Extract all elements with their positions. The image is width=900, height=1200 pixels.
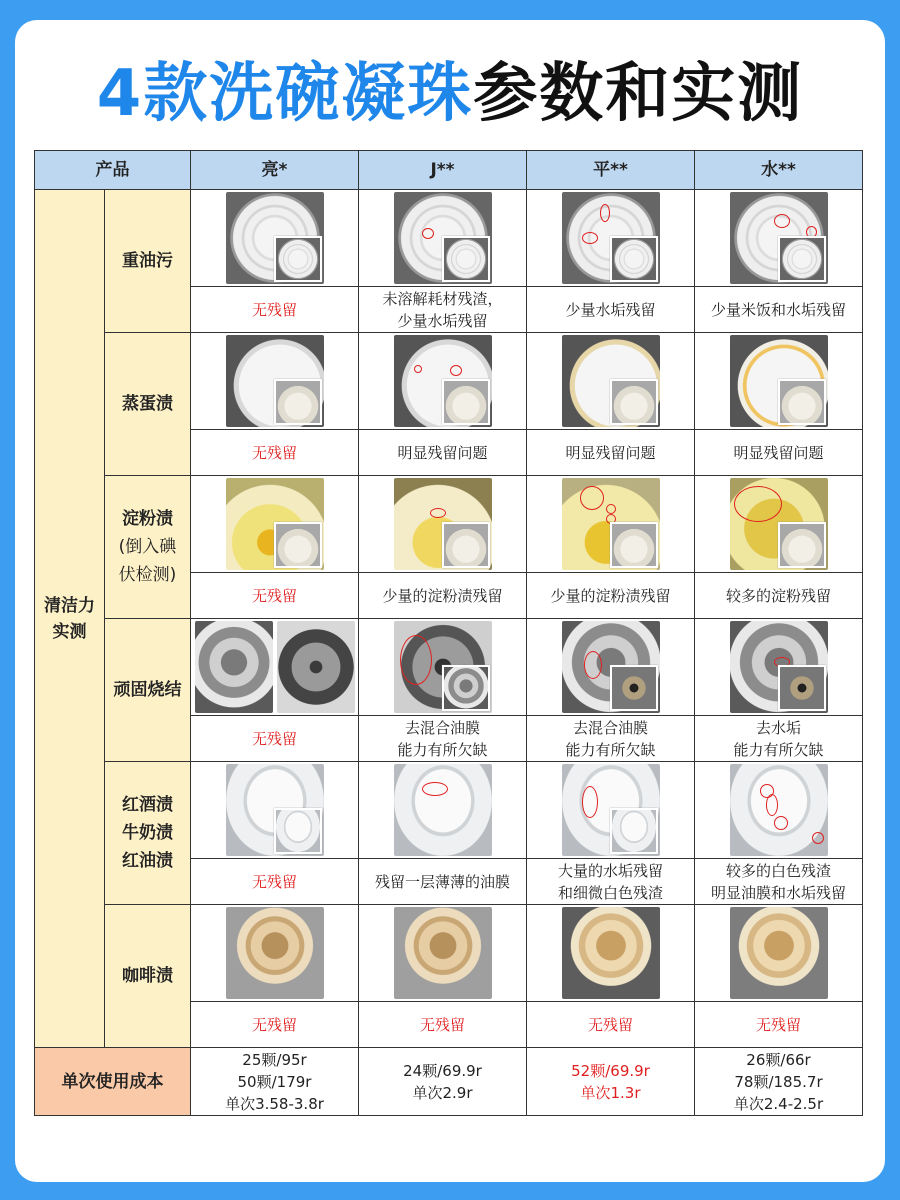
photo-cell xyxy=(359,762,527,859)
category-label-line: 实测 xyxy=(52,621,87,642)
photo-cell xyxy=(527,190,695,287)
test-name-line: 淀粉渍 xyxy=(122,509,173,529)
header-brand-3: 平** xyxy=(527,151,695,190)
photo-cell xyxy=(359,333,527,430)
cost-line: 24颗/69.9r xyxy=(403,1061,482,1080)
category-cell xyxy=(35,190,105,1048)
plate-photo xyxy=(226,335,324,427)
result-cell xyxy=(359,287,527,333)
glass-photo xyxy=(226,764,324,856)
plate-photo xyxy=(562,335,660,427)
plate-inset-photo xyxy=(274,236,322,282)
bowl-photo xyxy=(394,478,492,570)
result-cell: 无残留 xyxy=(527,1002,695,1048)
result-cell: 无残留 xyxy=(191,573,359,619)
plate-photo xyxy=(730,335,828,427)
plate-photo xyxy=(730,192,828,284)
photo-cell xyxy=(359,905,527,1002)
plate-photo xyxy=(226,192,324,284)
lid-photo xyxy=(277,621,355,713)
page-title xyxy=(15,42,885,134)
test-name-steamed-egg: 蒸蛋渍 xyxy=(105,333,191,476)
bowl-inset-photo xyxy=(274,379,322,425)
table-row xyxy=(35,619,863,716)
test-name-line: 牛奶渍 xyxy=(122,823,173,843)
result-line: 明显油膜和水垢残留 xyxy=(710,883,846,902)
result-cell: 无残留 xyxy=(191,430,359,476)
cost-cell xyxy=(695,1048,863,1116)
photo-cell xyxy=(527,619,695,716)
header-product: 产品 xyxy=(35,151,191,190)
table-row xyxy=(35,762,863,859)
test-name-line: 红油渍 xyxy=(122,851,173,871)
bowl-inset-photo xyxy=(442,379,490,425)
result-cell: 无残留 xyxy=(191,287,359,333)
header-row xyxy=(35,151,863,190)
result-line: 未溶解耗材残渣， xyxy=(382,289,503,308)
result-cell: 少量的淀粉渍残留 xyxy=(359,573,527,619)
pot-photo-pair xyxy=(191,621,358,713)
photo-cell xyxy=(359,190,527,287)
result-cell: 明显残留问题 xyxy=(527,430,695,476)
bowl-inset-photo xyxy=(778,379,826,425)
plate-photo xyxy=(394,335,492,427)
glass-photo xyxy=(730,764,828,856)
glass-photo xyxy=(562,764,660,856)
test-name-line: 红酒渍 xyxy=(122,795,173,815)
photo-cell xyxy=(191,619,359,716)
bowl-photo xyxy=(562,478,660,570)
glass-photo xyxy=(394,764,492,856)
test-name-starch xyxy=(105,476,191,619)
bowl-photo xyxy=(226,478,324,570)
result-line: 和细微白色残渣 xyxy=(557,883,663,902)
result-cell: 少量米饭和水垢残留 xyxy=(695,287,863,333)
pot-photo xyxy=(730,621,828,713)
bowl-inset-photo xyxy=(778,522,826,568)
lid-inset-photo xyxy=(778,665,826,711)
glass-inset-photo xyxy=(610,808,658,854)
category-label-line: 清洁力 xyxy=(44,595,95,616)
result-line: 去混合油膜 xyxy=(404,718,480,737)
comparison-table xyxy=(34,150,863,1116)
result-cell xyxy=(695,716,863,762)
photo-cell xyxy=(527,476,695,573)
result-cell: 明显残留问题 xyxy=(359,430,527,476)
photo-cell xyxy=(695,619,863,716)
mug-photo xyxy=(394,907,492,999)
cost-row xyxy=(35,1048,863,1116)
bowl-photo xyxy=(730,478,828,570)
plate-inset-photo xyxy=(778,236,826,282)
pot-photo xyxy=(562,621,660,713)
cost-cell xyxy=(527,1048,695,1116)
bowl-inset-photo xyxy=(610,379,658,425)
lid-photo xyxy=(394,621,492,713)
header-brand-4: 水** xyxy=(695,151,863,190)
cost-line: 50颗/179r xyxy=(237,1072,312,1091)
result-cell: 无残留 xyxy=(359,1002,527,1048)
photo-cell xyxy=(191,762,359,859)
result-cell xyxy=(359,716,527,762)
table-row xyxy=(35,333,863,430)
mug-photo xyxy=(562,907,660,999)
plate-photo xyxy=(394,192,492,284)
cost-line: 单次2.9r xyxy=(412,1083,473,1102)
cost-line: 25颗/95r xyxy=(242,1050,307,1069)
mug-photo xyxy=(730,907,828,999)
photo-cell xyxy=(527,333,695,430)
result-line: 去混合油膜 xyxy=(572,718,648,737)
table-row xyxy=(35,476,863,573)
result-cell: 残留一层薄薄的油膜 xyxy=(359,859,527,905)
result-cell: 无残留 xyxy=(191,859,359,905)
bowl-inset-photo xyxy=(442,522,490,568)
bowl-inset-photo xyxy=(274,522,322,568)
result-cell xyxy=(527,859,695,905)
test-name-note: (倒入碘 xyxy=(118,537,177,557)
pot-photo xyxy=(195,621,273,713)
lid-inset-photo xyxy=(610,665,658,711)
plate-inset-photo xyxy=(442,236,490,282)
result-cell: 明显残留问题 xyxy=(695,430,863,476)
photo-cell xyxy=(191,905,359,1002)
header-brand-1: 亮* xyxy=(191,151,359,190)
title-blue-part: 4款洗碗凝珠 xyxy=(96,57,474,131)
header-brand-2: J** xyxy=(359,151,527,190)
table-row xyxy=(35,905,863,1002)
result-cell: 少量的淀粉渍残留 xyxy=(527,573,695,619)
result-cell: 无残留 xyxy=(191,1002,359,1048)
cost-cell xyxy=(191,1048,359,1116)
test-name-burnt: 顽固烧结 xyxy=(105,619,191,762)
content-card xyxy=(15,20,885,1182)
result-cell xyxy=(695,859,863,905)
photo-cell xyxy=(695,333,863,430)
result-cell xyxy=(527,716,695,762)
result-line: 去水垢 xyxy=(755,718,801,737)
test-name-coffee: 咖啡渍 xyxy=(105,905,191,1048)
photo-cell xyxy=(527,762,695,859)
test-name-wine-milk-oil xyxy=(105,762,191,905)
plate-photo xyxy=(562,192,660,284)
result-line: 大量的水垢残留 xyxy=(557,861,663,880)
photo-cell xyxy=(359,476,527,573)
result-cell: 无残留 xyxy=(191,716,359,762)
table-row xyxy=(35,190,863,287)
photo-cell xyxy=(359,619,527,716)
mug-photo xyxy=(226,907,324,999)
photo-cell xyxy=(695,762,863,859)
result-line: 能力有所欠缺 xyxy=(733,740,824,759)
test-name-heavy-oil: 重油污 xyxy=(105,190,191,333)
cost-line: 单次3.58-3.8r xyxy=(225,1094,324,1113)
photo-cell xyxy=(695,905,863,1002)
result-cell: 少量水垢残留 xyxy=(527,287,695,333)
photo-cell xyxy=(527,905,695,1002)
photo-cell xyxy=(191,190,359,287)
cost-cell xyxy=(359,1048,527,1116)
result-line: 能力有所欠缺 xyxy=(397,740,488,759)
result-line: 少量水垢残留 xyxy=(397,311,488,330)
title-black-part: 参数和实测 xyxy=(473,57,804,131)
cost-line: 26颗/66r xyxy=(746,1050,811,1069)
photo-cell xyxy=(191,333,359,430)
cost-line: 单次2.4-2.5r xyxy=(733,1094,824,1113)
photo-cell xyxy=(695,190,863,287)
glass-inset-photo xyxy=(274,808,322,854)
result-cell: 较多的淀粉残留 xyxy=(695,573,863,619)
photo-cell xyxy=(695,476,863,573)
cost-line: 78颗/185.7r xyxy=(734,1072,823,1091)
photo-cell xyxy=(191,476,359,573)
result-line: 较多的白色残渣 xyxy=(725,861,831,880)
cost-line: 单次1.3r xyxy=(580,1083,641,1102)
cost-label: 单次使用成本 xyxy=(35,1048,191,1116)
result-cell: 无残留 xyxy=(695,1002,863,1048)
test-name-note: 伏检测) xyxy=(118,565,177,585)
result-line: 能力有所欠缺 xyxy=(565,740,656,759)
pot-inset-photo xyxy=(442,665,490,711)
cost-line: 52颗/69.9r xyxy=(571,1061,650,1080)
bowl-inset-photo xyxy=(610,522,658,568)
plate-inset-photo xyxy=(610,236,658,282)
